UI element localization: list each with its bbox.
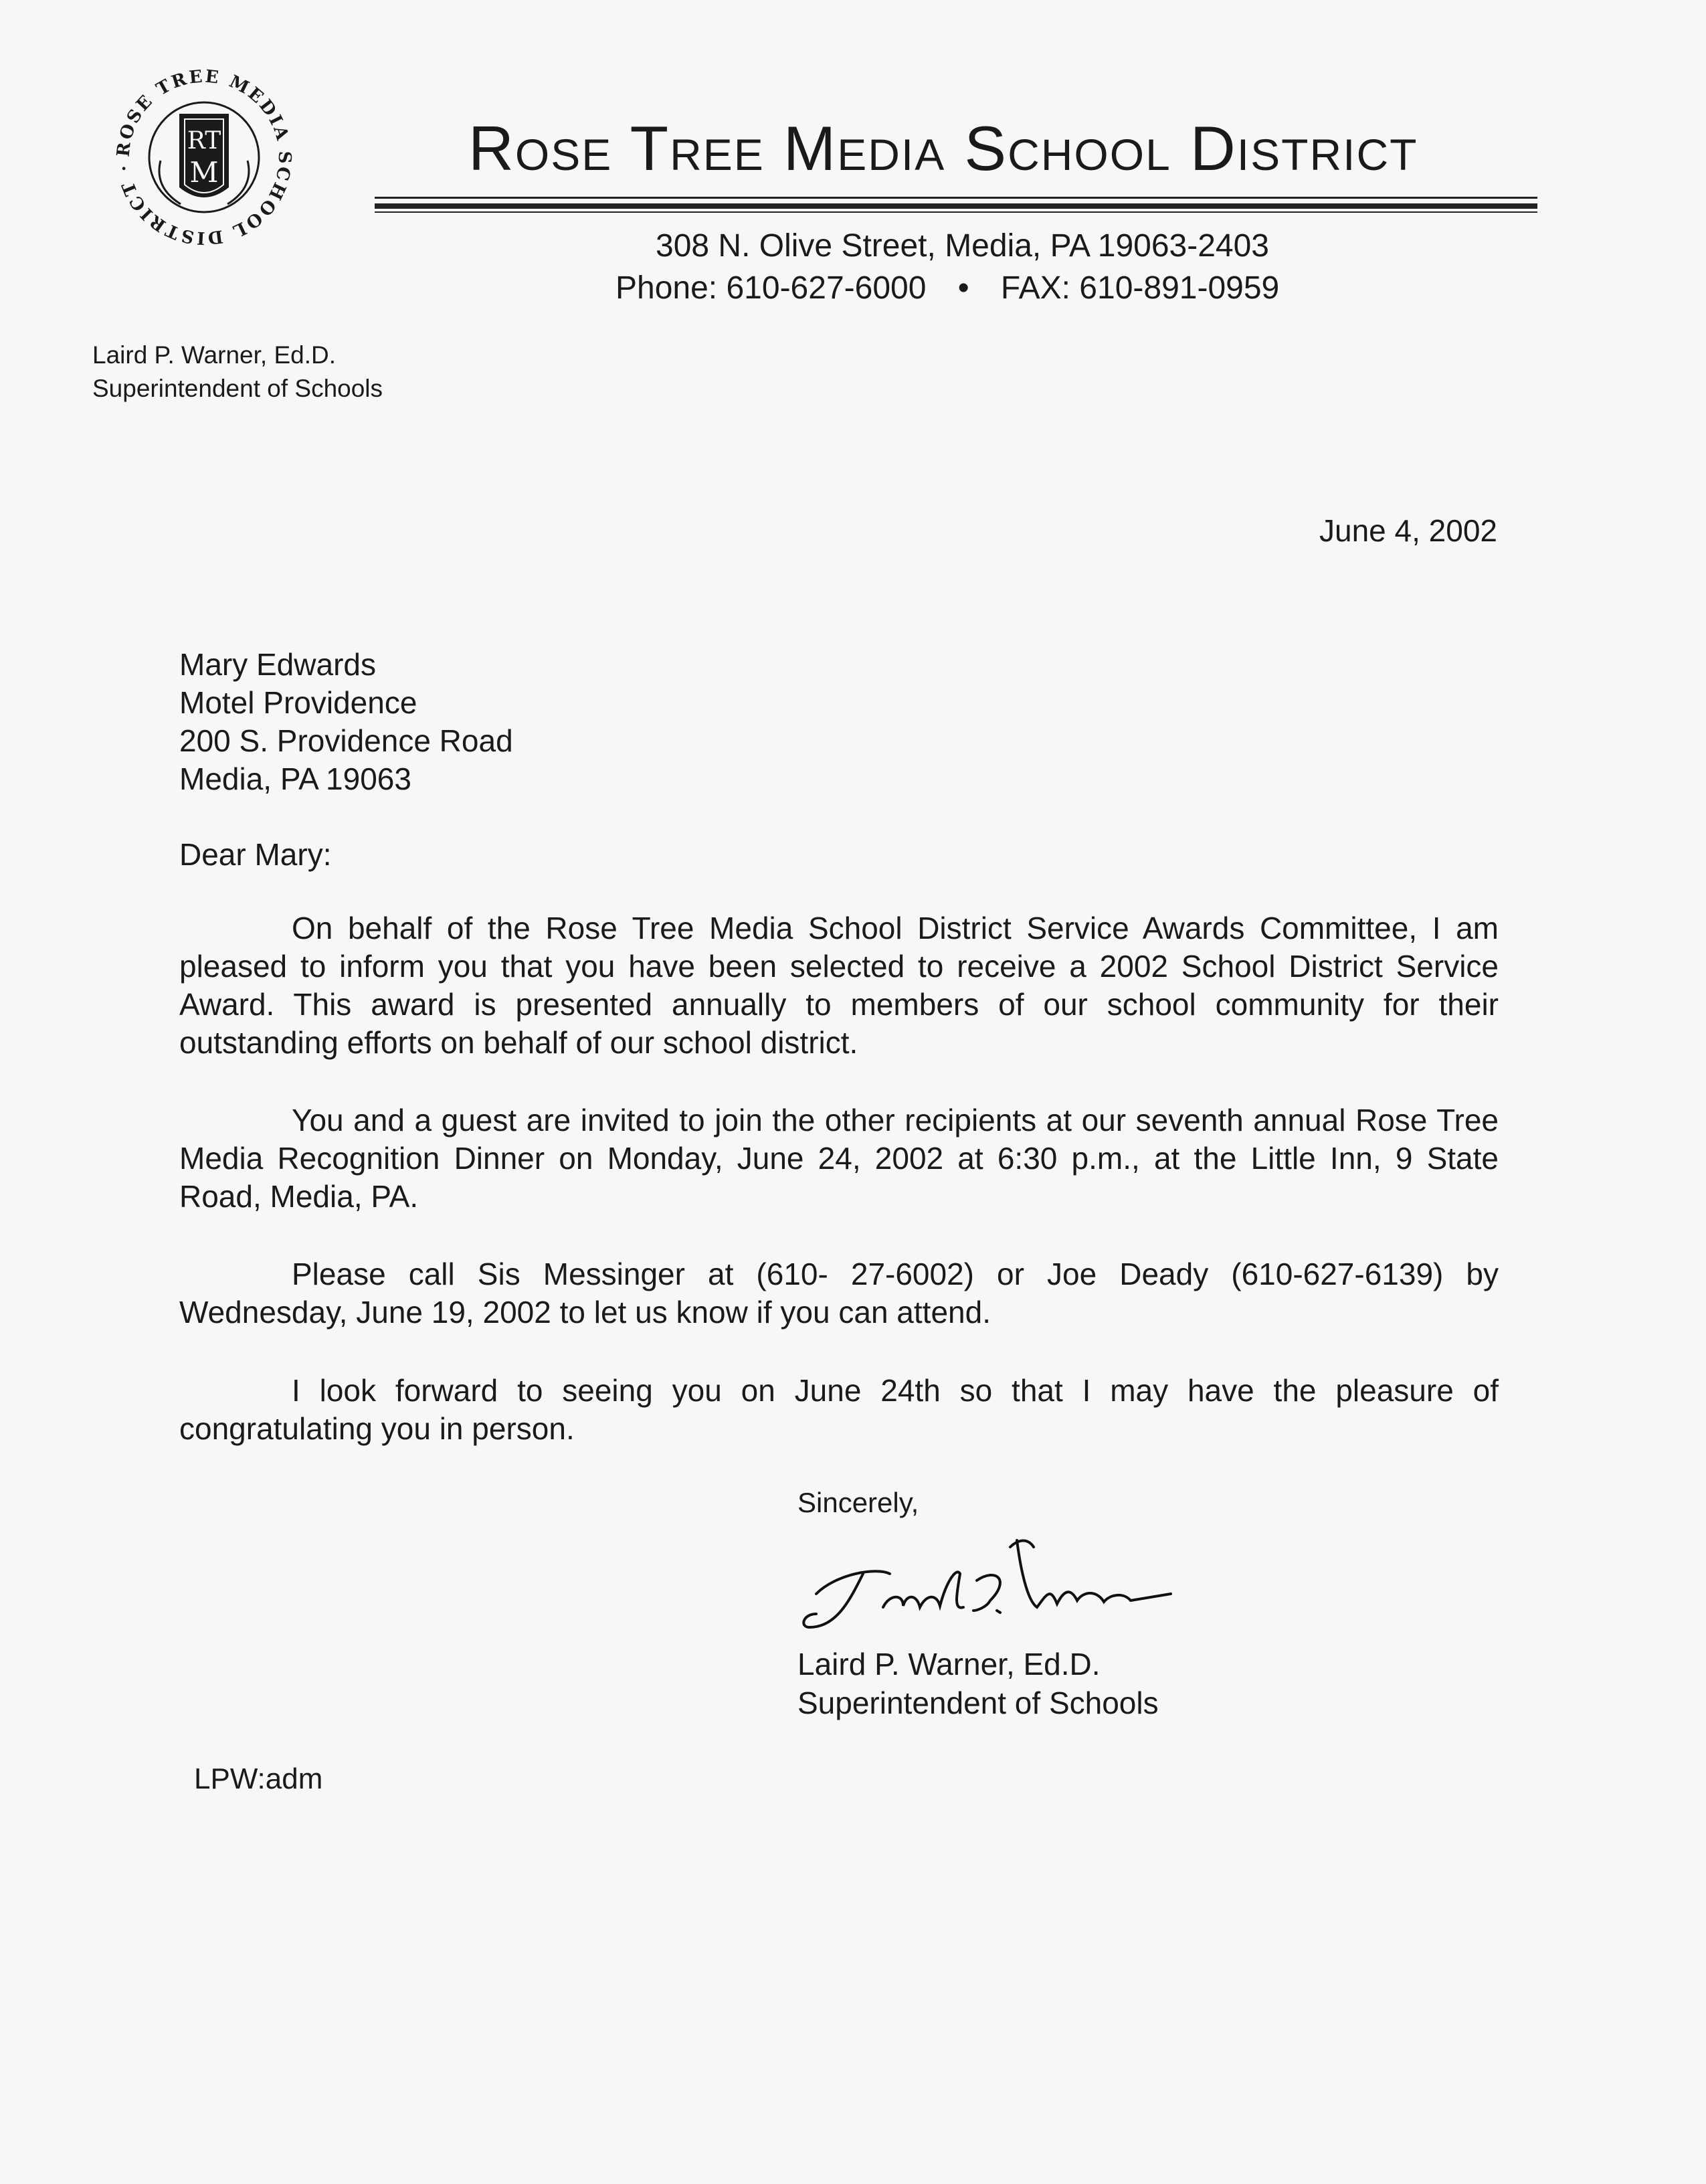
recipient-street: 200 S. Providence Road [179,723,513,758]
body-paragraph-2: You and a guest are invited to join the other recipients at our seventh annual Rose Tree Media Recognition Dinner on Monday, June 24, 2002 at 6:30 p.m., at the Little Inn, 9 State Road, Media, PA. [179,1103,1499,1214]
district-contact [615,270,1279,306]
letterhead-rule-thin [375,211,1537,213]
district-name: Rose Tree Media School District [468,113,1418,183]
district-seal [107,60,301,254]
salutation: Dear Mary: [179,837,332,872]
recipient-city: Media, PA 19063 [179,761,411,796]
phone-number: 610-627-6000 [726,270,927,306]
sender-name: Laird P. Warner, Ed.D. [92,341,337,369]
letter-date: June 4, 2002 [1319,513,1497,548]
handwritten-signature [796,1527,1184,1641]
body-paragraph-3: Please call Sis Messinger at (610- 27-6002) or Joe Deady (610-627-6139) by Wednesday, June 19, 2002 to let us know if you can attend. [179,1257,1499,1330]
phone-label: Phone: [615,270,718,306]
body-paragraph-4: I look forward to seeing you on June 24th so that I may have the pleasure of congratulating you in person. [179,1373,1499,1446]
reference-initials: LPW:adm [194,1762,323,1795]
signer-name: Laird P. Warner, Ed.D. [797,1647,1101,1681]
recipient-name: Mary Edwards [179,647,376,682]
sender-title: Superintendent of Schools [92,375,383,402]
body-paragraph-1: On behalf of the Rose Tree Media School District Service Awards Committee, I am pleased to inform you that you have been selected to receive a 2002 School District Service Award. This award is presented annually to members of our school community for their outstanding efforts on behalf of our school district. [179,911,1499,1060]
letterhead-rule [375,197,1537,199]
signer-title: Superintendent of Schools [797,1686,1159,1720]
svg-text:M: M [189,156,219,189]
fax-number: 610-891-0959 [1079,270,1280,306]
district-address: 308 N. Olive Street, Media, PA 19063-2403 [656,228,1269,264]
closing: Sincerely, [797,1487,919,1518]
svg-text:ROSE TREE MEDIA SCHOOL DISTRIC: ROSE TREE MEDIA SCHOOL DISTRICT · [113,66,295,248]
recipient-organization: Motel Providence [179,685,417,720]
fax-label: FAX: [1000,270,1070,306]
bullet-separator: • [957,270,969,306]
letterhead-rule-thick [375,203,1537,209]
svg-text:RT: RT [187,127,221,155]
